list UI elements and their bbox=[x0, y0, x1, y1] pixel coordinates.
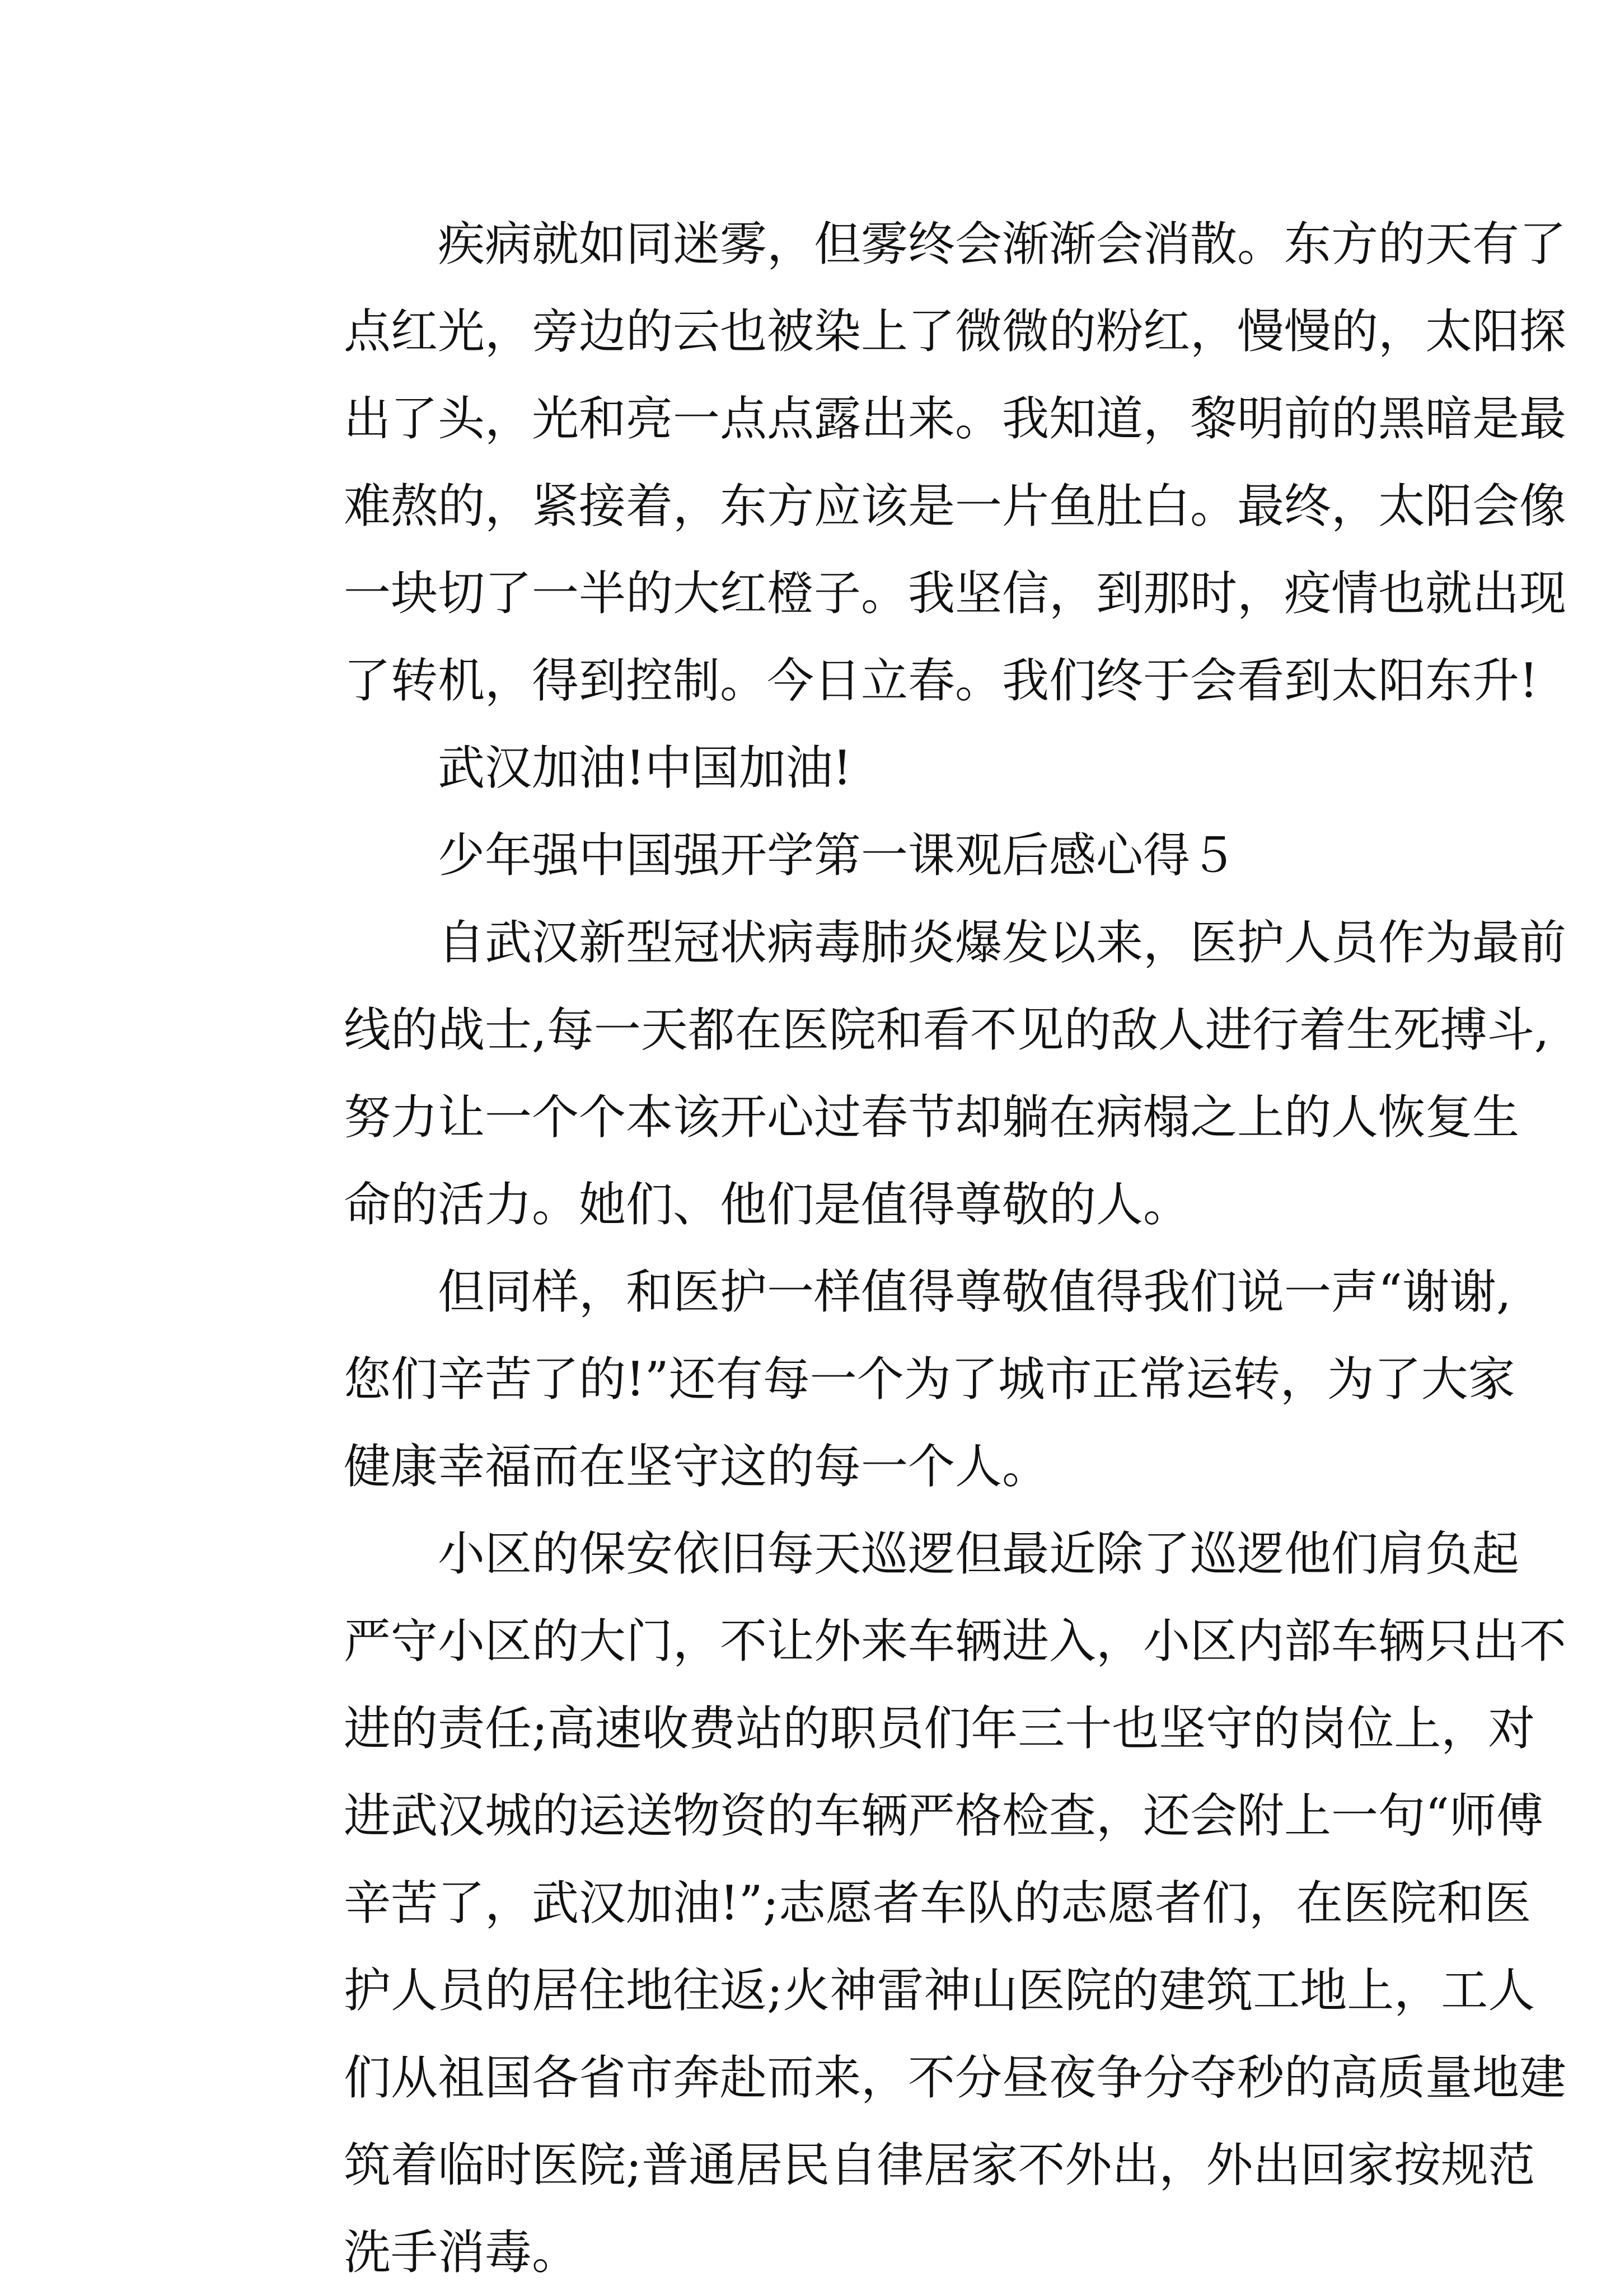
text-line: 辛苦了，武汉加油!”;志愿者车队的志愿者们，在医院和医 bbox=[344, 1876, 1532, 1930]
text-line: 线的战士,每一天都在医院和看不见的敌人进行着生死搏斗, bbox=[344, 1002, 1549, 1057]
text-line: 进武汉城的运送物资的车辆严格检查，还会附上一句“师傅 bbox=[344, 1788, 1543, 1843]
text-line: 了转机，得到控制。今日立春。我们终于会看到太阳东升! bbox=[344, 653, 1538, 708]
text-line: 健康幸福而在坚守这的每一个人。 bbox=[344, 1439, 1050, 1494]
text-line: 自武汉新型冠状病毒肺炎爆发以来，医护人员作为最前 bbox=[438, 915, 1567, 970]
text-line: 们从祖国各省市奔赴而来，不分昼夜争分夺秒的高质量地建 bbox=[344, 2050, 1567, 2105]
text-line: 武汉加油!中国加油! bbox=[438, 741, 852, 795]
text-line: 点红光，旁边的云也被染上了微微的粉红，慢慢的，太阳探 bbox=[344, 304, 1567, 359]
paragraph-cheer bbox=[250, 724, 1386, 812]
paragraph-community-workers bbox=[250, 1510, 1567, 2296]
text-line: 出了头，光和亮一点点露出来。我知道，黎明前的黑暗是最 bbox=[344, 391, 1567, 446]
text-line: 努力让一个个本该开心过春节却躺在病榻之上的人恢复生 bbox=[344, 1090, 1520, 1145]
text-line: 严守小区的大门，不让外来车辆进入，小区内部车辆只出不 bbox=[344, 1614, 1567, 1669]
text-line: 您们辛苦了的!”还有每一个为了城市正常运转，为了大家 bbox=[344, 1352, 1515, 1407]
section-heading bbox=[250, 812, 1386, 899]
text-line: 小区的保安依旧每天巡逻但最近除了巡逻他们肩负起 bbox=[438, 1526, 1520, 1581]
paragraph-medical-staff bbox=[250, 899, 1567, 1248]
text-line: 难熬的，紧接着，东方应该是一片鱼肚白。最终，太阳会像 bbox=[344, 479, 1567, 533]
text-line: 一块切了一半的大红橙子。我坚信，到那时，疫情也就出现 bbox=[344, 566, 1567, 621]
text-line: 护人员的居住地往返;火神雷神山医院的建筑工地上，工人 bbox=[344, 1963, 1535, 2018]
paragraph-dawn-metaphor bbox=[250, 200, 1567, 724]
text-line: 疾病就如同迷雾，但雾终会渐渐会消散。东方的天有了 bbox=[438, 217, 1567, 271]
text-line: 但同样，和医护一样值得尊敬值得我们说一声“谢谢, bbox=[438, 1264, 1511, 1319]
text-line: 命的活力。她们、他们是值得尊敬的人。 bbox=[344, 1177, 1191, 1232]
text-line: 少年强中国强开学第一课观后感心得５ bbox=[438, 828, 1238, 883]
paragraph-thanks bbox=[250, 1248, 1515, 1510]
text-line: 进的责任;高速收费站的职员们年三十也坚守的岗位上，对 bbox=[344, 1701, 1535, 1756]
document-body bbox=[250, 200, 1567, 2296]
text-line: 洗手消毒。 bbox=[344, 2225, 579, 2280]
text-line: 筑着临时医院;普通居民自律居家不外出，外出回家按规范 bbox=[344, 2138, 1535, 2192]
